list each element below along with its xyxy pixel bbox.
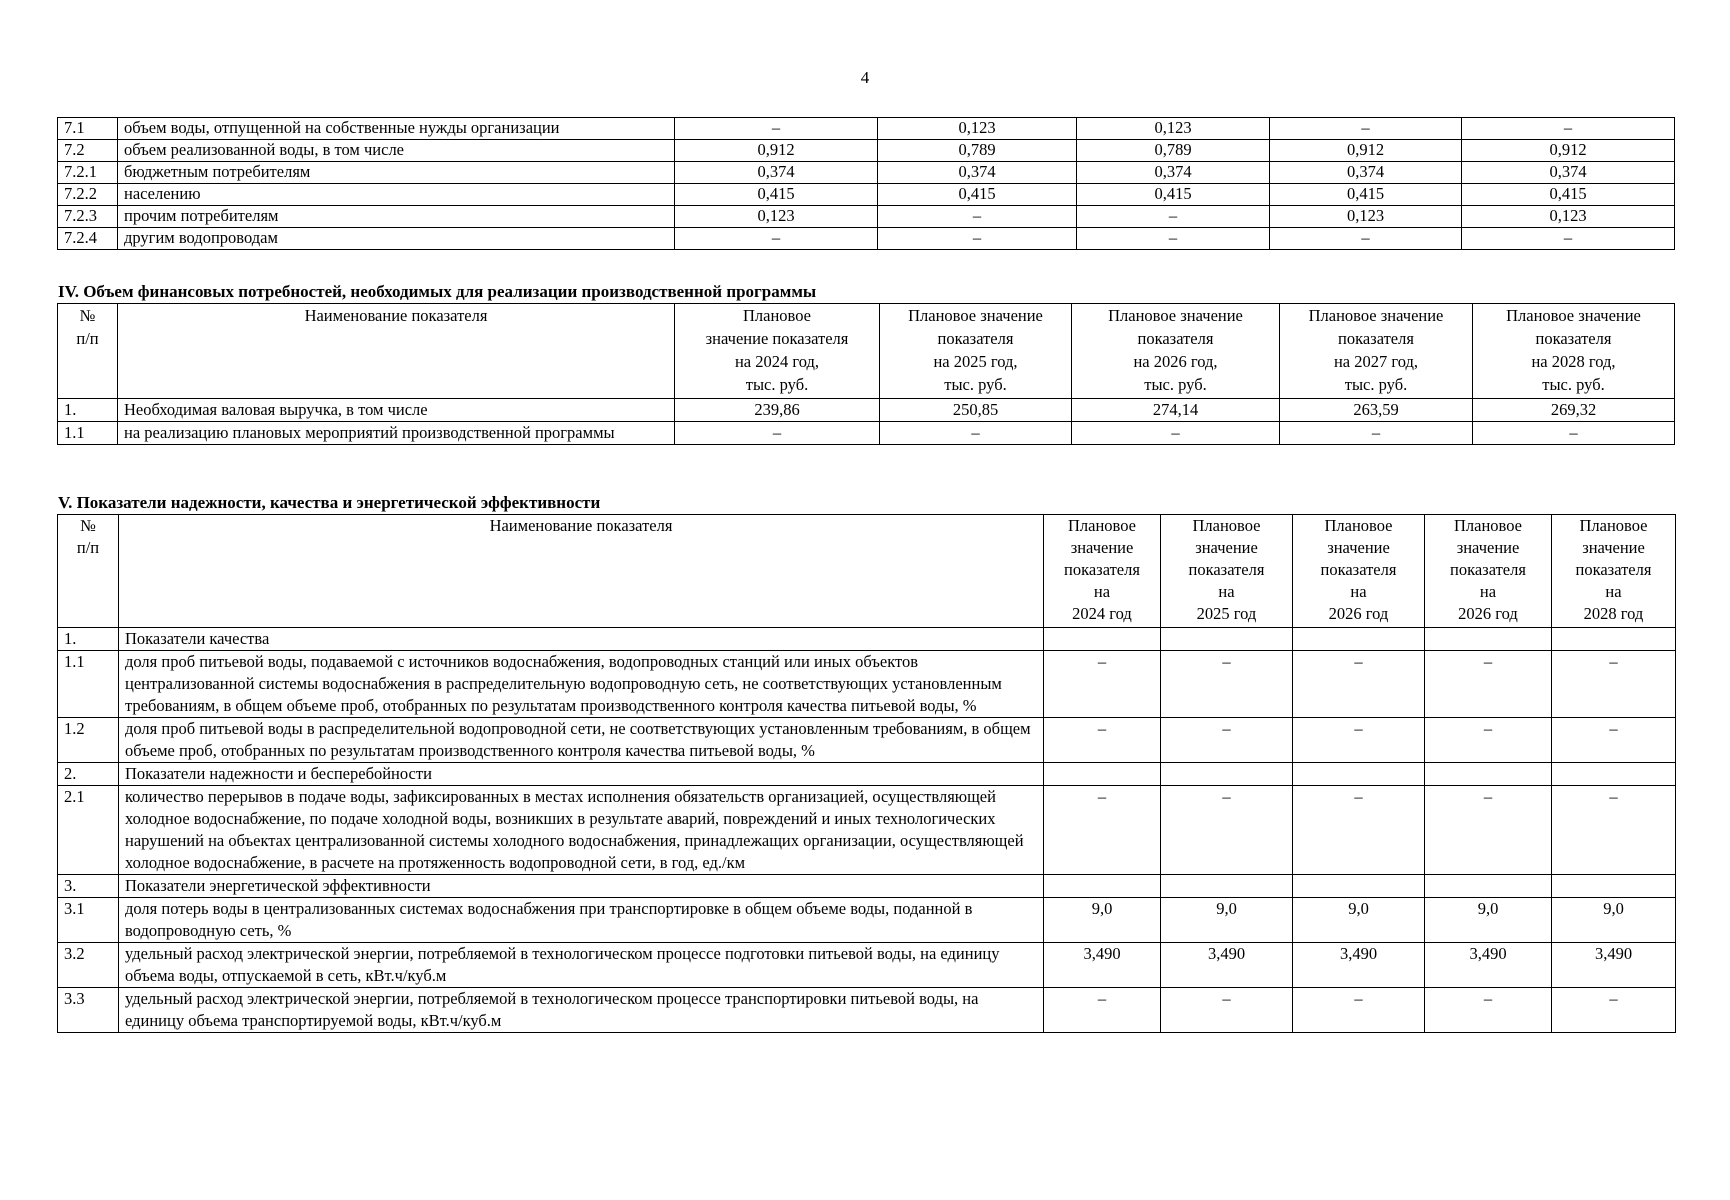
column-header-2028: Плановое значение показателя на 2028 год, тыс. руб.: [1473, 304, 1675, 399]
table-row: [58, 206, 1675, 228]
row-number: 7.1: [58, 118, 118, 140]
row-number: 3.3: [58, 988, 119, 1033]
value-cell: [1552, 763, 1676, 786]
value-cell: [1425, 628, 1552, 651]
value-cell: –: [1280, 422, 1473, 445]
indicator-name: удельный расход электрической энергии, потребляемой в технологическом процессе подготовки питьевой воды, на единицу объема воды, отпускаемой в сеть, кВт.ч/куб.м: [119, 943, 1044, 988]
water-volume-table: [57, 117, 1675, 250]
section-4-title: IV. Объем финансовых потребностей, необходимых для реализации производственной программы: [58, 282, 817, 301]
value-cell: –: [675, 118, 878, 140]
value-cell: –: [1293, 786, 1425, 875]
value-cell: 0,374: [1077, 162, 1270, 184]
indicator-name: удельный расход электрической энергии, потребляемой в технологическом процессе транспортировки питьевой воды, на единицу объема транспортируемой воды, кВт.ч/куб.м: [119, 988, 1044, 1033]
column-header-2026-b: Плановое значение показателя на 2026 год: [1425, 515, 1552, 628]
value-cell: –: [1425, 988, 1552, 1033]
table-row: [58, 399, 1675, 422]
table-row: [58, 988, 1676, 1033]
indicator-name: доля проб питьевой воды, подаваемой с источников водоснабжения, водопроводных станций или иных объектов централизованной системы водоснабжения в распределительную водопроводную сеть, не соответствующих установленным требованиям, в общем объеме проб, отобранных по результатам производственного контроля качества питьевой воды, %: [119, 651, 1044, 718]
value-cell: 0,123: [1077, 118, 1270, 140]
value-cell: [1044, 763, 1161, 786]
value-cell: [1552, 875, 1676, 898]
indicator-name: другим водопроводам: [118, 228, 675, 250]
value-cell: [1161, 763, 1293, 786]
value-cell: –: [1552, 786, 1676, 875]
value-cell: 0,789: [1077, 140, 1270, 162]
value-cell: 9,0: [1552, 898, 1676, 943]
value-cell: –: [1161, 651, 1293, 718]
value-cell: –: [1425, 651, 1552, 718]
table-row: [58, 228, 1675, 250]
value-cell: 269,32: [1473, 399, 1675, 422]
value-cell: 0,912: [1462, 140, 1675, 162]
value-cell: 0,789: [878, 140, 1077, 162]
value-cell: 9,0: [1293, 898, 1425, 943]
value-cell: 0,415: [1077, 184, 1270, 206]
row-number: 7.2: [58, 140, 118, 162]
table-row: [58, 184, 1675, 206]
table-row: [58, 875, 1676, 898]
value-cell: 0,415: [1462, 184, 1675, 206]
indicator-name: прочим потребителям: [118, 206, 675, 228]
value-cell: –: [1293, 718, 1425, 763]
value-cell: 0,123: [878, 118, 1077, 140]
value-cell: 3,490: [1293, 943, 1425, 988]
table-row: [58, 718, 1676, 763]
value-cell: –: [1161, 988, 1293, 1033]
value-cell: 3,490: [1044, 943, 1161, 988]
value-cell: 0,374: [1462, 162, 1675, 184]
value-cell: –: [1425, 718, 1552, 763]
value-cell: –: [675, 422, 880, 445]
value-cell: [1293, 628, 1425, 651]
table-row: [58, 118, 1675, 140]
value-cell: 9,0: [1044, 898, 1161, 943]
value-cell: 0,415: [878, 184, 1077, 206]
value-cell: [1552, 628, 1676, 651]
value-cell: –: [1161, 718, 1293, 763]
value-cell: –: [1077, 228, 1270, 250]
value-cell: –: [1462, 228, 1675, 250]
row-number: 1.1: [58, 422, 118, 445]
value-cell: –: [1044, 651, 1161, 718]
value-cell: –: [1293, 988, 1425, 1033]
value-cell: –: [1552, 988, 1676, 1033]
indicator-name: Показатели надежности и бесперебойности: [119, 763, 1044, 786]
value-cell: 9,0: [1161, 898, 1293, 943]
column-header-2024: Плановое значение показателя на 2024 год: [1044, 515, 1161, 628]
table-row: [58, 763, 1676, 786]
value-cell: 0,912: [1270, 140, 1462, 162]
page-number: 4: [860, 68, 870, 87]
value-cell: [1293, 875, 1425, 898]
indicator-name: доля потерь воды в централизованных системах водоснабжения при транспортировке в общем объеме воды, поданной в водопроводную сеть, %: [119, 898, 1044, 943]
value-cell: [1425, 763, 1552, 786]
column-header-2025: Плановое значение показателя на 2025 год: [1161, 515, 1293, 628]
row-number: 3.1: [58, 898, 119, 943]
value-cell: [1293, 763, 1425, 786]
value-cell: –: [1161, 786, 1293, 875]
value-cell: –: [1293, 651, 1425, 718]
table-header-row: [58, 515, 1676, 628]
value-cell: 3,490: [1552, 943, 1676, 988]
indicator-name: объем воды, отпущенной на собственные нужды организации: [118, 118, 675, 140]
value-cell: –: [1473, 422, 1675, 445]
value-cell: [1044, 875, 1161, 898]
value-cell: –: [1072, 422, 1280, 445]
table-row: [58, 140, 1675, 162]
value-cell: –: [878, 206, 1077, 228]
value-cell: –: [1044, 988, 1161, 1033]
column-header-2024: Плановое значение показателя на 2024 год, тыс. руб.: [675, 304, 880, 399]
indicator-name: доля проб питьевой воды в распределительной водопроводной сети, не соответствующих установленным требованиям, в общем объеме проб, отобранных по результатам производственного контроля качества питьевой воды, %: [119, 718, 1044, 763]
column-header-num: № п/п: [58, 304, 118, 399]
value-cell: 0,912: [675, 140, 878, 162]
value-cell: 0,415: [1270, 184, 1462, 206]
row-number: 7.2.3: [58, 206, 118, 228]
value-cell: 0,374: [878, 162, 1077, 184]
table-row: [58, 943, 1676, 988]
table-row: [58, 651, 1676, 718]
indicator-name: бюджетным потребителям: [118, 162, 675, 184]
financial-needs-table: [57, 303, 1675, 445]
row-number: 1.: [58, 628, 119, 651]
indicator-name: Показатели качества: [119, 628, 1044, 651]
row-number: 3.2: [58, 943, 119, 988]
value-cell: 3,490: [1161, 943, 1293, 988]
value-cell: 250,85: [880, 399, 1072, 422]
value-cell: 239,86: [675, 399, 880, 422]
reliability-quality-table: [57, 514, 1676, 1033]
value-cell: 3,490: [1425, 943, 1552, 988]
value-cell: 0,415: [675, 184, 878, 206]
column-header-name: Наименование показателя: [119, 515, 1044, 628]
table-row: [58, 786, 1676, 875]
value-cell: 0,123: [1270, 206, 1462, 228]
value-cell: –: [1270, 228, 1462, 250]
value-cell: –: [1270, 118, 1462, 140]
value-cell: 9,0: [1425, 898, 1552, 943]
row-number: 1.2: [58, 718, 119, 763]
column-header-name: Наименование показателя: [118, 304, 675, 399]
row-number: 7.2.4: [58, 228, 118, 250]
table-row: [58, 162, 1675, 184]
column-header-2026: Плановое значение показателя на 2026 год, тыс. руб.: [1072, 304, 1280, 399]
value-cell: 274,14: [1072, 399, 1280, 422]
indicator-name: населению: [118, 184, 675, 206]
value-cell: –: [675, 228, 878, 250]
indicator-name: на реализацию плановых мероприятий производственной программы: [118, 422, 675, 445]
column-header-num: № п/п: [58, 515, 119, 628]
column-header-2027: Плановое значение показателя на 2027 год, тыс. руб.: [1280, 304, 1473, 399]
indicator-name: объем реализованной воды, в том числе: [118, 140, 675, 162]
value-cell: 263,59: [1280, 399, 1473, 422]
row-number: 7.2.1: [58, 162, 118, 184]
row-number: 7.2.2: [58, 184, 118, 206]
value-cell: [1044, 628, 1161, 651]
value-cell: –: [1044, 786, 1161, 875]
column-header-2028: Плановое значение показателя на 2028 год: [1552, 515, 1676, 628]
indicator-name: Необходимая валовая выручка, в том числе: [118, 399, 675, 422]
row-number: 3.: [58, 875, 119, 898]
value-cell: [1161, 875, 1293, 898]
value-cell: –: [1552, 651, 1676, 718]
value-cell: –: [878, 228, 1077, 250]
value-cell: –: [880, 422, 1072, 445]
indicator-name: Показатели энергетической эффективности: [119, 875, 1044, 898]
table-row: [58, 628, 1676, 651]
row-number: 1.: [58, 399, 118, 422]
row-number: 2.1: [58, 786, 119, 875]
row-number: 1.1: [58, 651, 119, 718]
table-row: [58, 898, 1676, 943]
column-header-2026: Плановое значение показателя на 2026 год: [1293, 515, 1425, 628]
value-cell: –: [1425, 786, 1552, 875]
indicator-name: количество перерывов в подаче воды, зафиксированных в местах исполнения обязательств организацией, осуществляющей холодное водоснабжение, по подаче холодной воды, возникших в результате аварий, повреждений и иных технологических нарушений на объектах централизованной системы холодного водоснабжения, принадлежащих организации, осуществляющей холодное водоснабжение, в расчете на протяженность водопроводной сети, в год, ед./км: [119, 786, 1044, 875]
value-cell: –: [1044, 718, 1161, 763]
value-cell: 0,123: [1462, 206, 1675, 228]
table-header-row: [58, 304, 1675, 399]
value-cell: –: [1077, 206, 1270, 228]
value-cell: [1161, 628, 1293, 651]
value-cell: [1425, 875, 1552, 898]
value-cell: 0,374: [675, 162, 878, 184]
column-header-2025: Плановое значение показателя на 2025 год, тыс. руб.: [880, 304, 1072, 399]
value-cell: 0,123: [675, 206, 878, 228]
value-cell: –: [1552, 718, 1676, 763]
value-cell: –: [1462, 118, 1675, 140]
row-number: 2.: [58, 763, 119, 786]
table-row: [58, 422, 1675, 445]
value-cell: 0,374: [1270, 162, 1462, 184]
section-5-title: V. Показатели надежности, качества и энергетической эффективности: [58, 493, 601, 512]
